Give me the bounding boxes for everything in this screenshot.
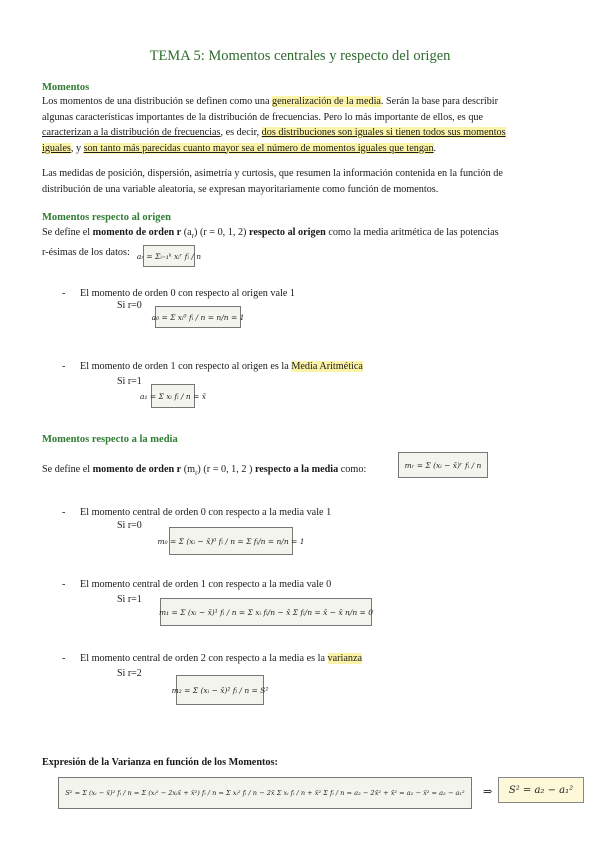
formula-varianza-resultado: S² = a₂ − a₁² <box>498 777 584 803</box>
bullet-orden1-origen: El momento de orden 1 con respecto al origen es la Media Aritmética <box>80 361 363 372</box>
formula-m2: m₂ = Σ (xᵢ − x̄)² fᵢ / n = S² <box>176 675 264 705</box>
paragraph-medidas: Las medidas de posición, dispersión, asimetría y curtosis, que resumen la información contenida en la función de distribución de una variable aleatoria, se expresan mayoritariamente como función de momentos. <box>42 168 503 195</box>
condition-r0: Si r=0 <box>117 300 142 311</box>
page-title: TEMA 5: Momentos centrales y respecto del origen <box>149 48 451 64</box>
formula-varianza-desarrollo: S² = Σ (xᵢ − x̄)² fᵢ / n = Σ (xᵢ² − 2xᵢx̄ + x̄²) fᵢ / n = Σ xᵢ² fᵢ / n − 2x̄ Σ xᵢ fᵢ / n + x̄² Σ fᵢ / n = a₂ − 2x̄² + x̄² = a₂ − x̄² = a₂ − a₁² <box>58 777 472 809</box>
bullet-dash: - <box>62 288 66 299</box>
heading-momentos-origen: Momentos respecto al origen <box>42 212 171 223</box>
bullet-dash: - <box>62 653 66 664</box>
bullet-dash: - <box>62 579 66 590</box>
implies-arrow: ⇒ <box>483 786 493 798</box>
formula-a0: a₀ = Σ xᵢ⁰ fᵢ / n = n/n = 1 <box>155 306 241 328</box>
condition-r2: Si r=2 <box>117 668 142 679</box>
bullet-orden2-media: El momento central de orden 2 con respecto a la media es la varianza <box>80 653 363 664</box>
condition-r1: Si r=1 <box>117 594 142 605</box>
definition-origen: Se define el momento de orden r $(a_r) (r = 0$, 1, 2) respecto al origen como la media aritmética de las potencias r-ésimas de los datos: <box>42 227 499 258</box>
formula-m0: m₀ = Σ (xᵢ − x̄)⁰ fᵢ / n = Σ fᵢ/n = n/n = 1 <box>169 527 293 555</box>
formula-ar: aᵣ = Σᵢ₌₁ᵏ xᵢʳ fᵢ / n <box>143 245 195 267</box>
heading-momentos: Momentos <box>42 82 90 93</box>
bullet-orden1-media: El momento central de orden 1 con respecto a la media vale 0 <box>80 579 332 590</box>
paragraph-momentos: Los momentos de una distribución se definen como una generalización de la media. Serán la base para describir algunas características importantes de la distribución de frecuencias. Pero lo más importante de ellos, es que caracterizan a la distribución de frecuencias, es decir, dos distribuciones son iguales si tienen todos sus momentos iguales, y son tanto más parecidas cuanto mayor sea el número de momentos iguales que tengan. <box>42 96 506 154</box>
bullet-dash: - <box>62 507 66 518</box>
bullet-orden0-origen: El momento de orden 0 con respecto al origen vale 1 <box>80 288 295 299</box>
formula-m1: m₁ = Σ (xᵢ − x̄)¹ fᵢ / n = Σ xᵢ fᵢ/n − x̄ Σ fᵢ/n = x̄ − x̄ n/n = 0 <box>160 598 372 626</box>
condition-r1: Si r=1 <box>117 376 142 387</box>
bullet-orden0-media: El momento central de orden 0 con respecto a la media vale 1 <box>80 507 332 518</box>
formula-a1: a₁ = Σ xᵢ fᵢ / n = x̄ <box>151 384 195 408</box>
heading-varianza: Expresión de la Varianza en función de los Momentos: <box>42 757 278 768</box>
heading-momentos-media: Momentos respecto a la media <box>42 434 178 445</box>
bullet-dash: - <box>62 361 66 372</box>
condition-r0: Si r=0 <box>117 520 142 531</box>
formula-mr: mᵣ = Σ (xᵢ − x̄)ʳ fᵢ / n <box>398 452 488 478</box>
definition-media: Se define el momento de orden r $(m_r) (r = 0$, 1, 2 ) respecto a la media como: <box>42 464 367 478</box>
